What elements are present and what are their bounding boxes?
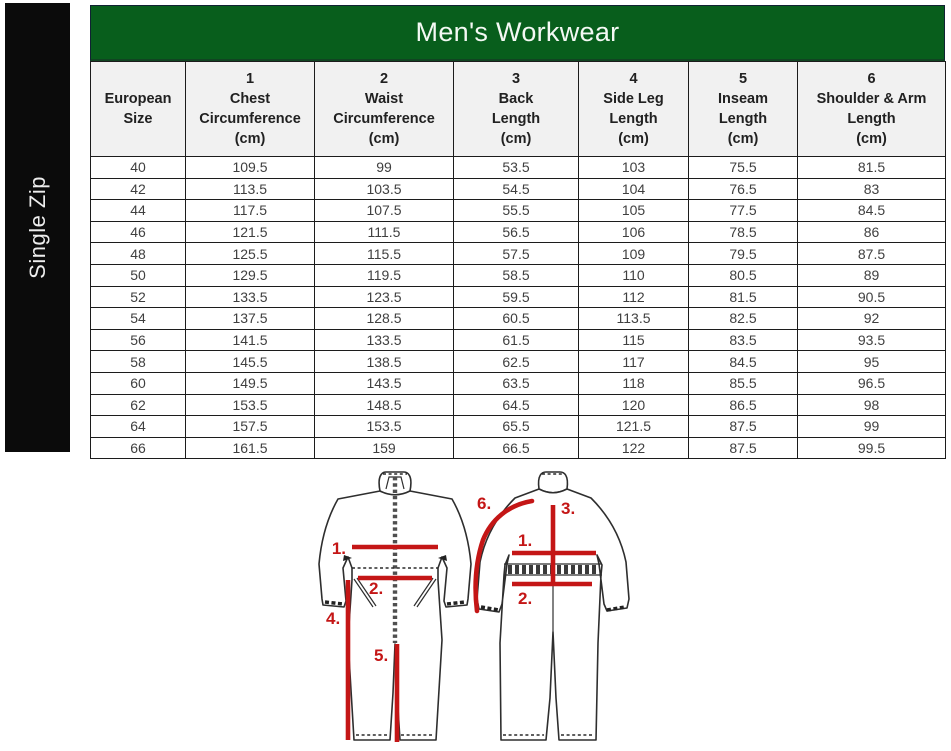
- measurement-value: 89: [798, 264, 946, 286]
- front-label-4: 4.: [326, 609, 341, 628]
- column-header-6: 6 Shoulder & Arm Length (cm): [798, 62, 946, 157]
- measurement-value: 59.5: [454, 286, 579, 308]
- measurement-value: 110: [579, 264, 689, 286]
- column-header-0: European Size: [91, 62, 186, 157]
- measurement-value: 107.5: [315, 200, 454, 222]
- measurement-value: 143.5: [315, 372, 454, 394]
- measurement-value: 153.5: [315, 416, 454, 438]
- size-row-48: [91, 243, 946, 265]
- size-row-54: [91, 308, 946, 330]
- measurement-value: 104: [579, 178, 689, 200]
- measurement-value: 81.5: [798, 157, 946, 179]
- measurement-value: 85.5: [689, 372, 798, 394]
- single-zip-tab: [5, 3, 70, 452]
- measurement-value: 54.5: [454, 178, 579, 200]
- measurement-value: 149.5: [186, 372, 315, 394]
- measurement-value: 137.5: [186, 308, 315, 330]
- measurement-value: 93.5: [798, 329, 946, 351]
- measurement-value: 123.5: [315, 286, 454, 308]
- measurement-value: 86.5: [689, 394, 798, 416]
- measurement-value: 153.5: [186, 394, 315, 416]
- size-value: 42: [91, 178, 186, 200]
- measurement-value: 61.5: [454, 329, 579, 351]
- measurement-value: 115.5: [315, 243, 454, 265]
- front-cuff-stitch-right: [447, 602, 465, 604]
- measurement-diagram: [280, 468, 680, 751]
- column-header-1: 1 Chest Circumference (cm): [186, 62, 315, 157]
- measurement-value: 92: [798, 308, 946, 330]
- single-zip-tab-label: Single Zip: [24, 176, 50, 279]
- measurement-value: 83: [798, 178, 946, 200]
- measurement-value: 141.5: [186, 329, 315, 351]
- back-collar: [539, 472, 568, 493]
- column-header-3: 3 Back Length (cm): [454, 62, 579, 157]
- size-table-header: [91, 62, 946, 157]
- measurement-value: 84.5: [798, 200, 946, 222]
- measurement-value: 111.5: [315, 221, 454, 243]
- size-row-66: [91, 437, 946, 459]
- measurement-value: 87.5: [798, 243, 946, 265]
- measurement-value: 125.5: [186, 243, 315, 265]
- measurement-value: 115: [579, 329, 689, 351]
- back-label-3: 3.: [561, 499, 576, 518]
- size-row-58: [91, 351, 946, 373]
- size-value: 66: [91, 437, 186, 459]
- size-row-50: [91, 264, 946, 286]
- size-value: 62: [91, 394, 186, 416]
- measurement-value: 64.5: [454, 394, 579, 416]
- measurement-value: 103: [579, 157, 689, 179]
- measurement-value: 98: [798, 394, 946, 416]
- measurement-value: 96.5: [798, 372, 946, 394]
- measurement-value: 99: [315, 157, 454, 179]
- measurement-value: 103.5: [315, 178, 454, 200]
- measurement-value: 87.5: [689, 437, 798, 459]
- measurement-value: 133.5: [315, 329, 454, 351]
- measurement-value: 57.5: [454, 243, 579, 265]
- measurement-value: 138.5: [315, 351, 454, 373]
- measurement-value: 113.5: [579, 308, 689, 330]
- measurement-value: 62.5: [454, 351, 579, 373]
- front-cuff-stitch-left: [325, 602, 343, 604]
- measurement-value: 79.5: [689, 243, 798, 265]
- chart-title: Men's Workwear: [90, 5, 945, 61]
- measurement-value: 55.5: [454, 200, 579, 222]
- size-value: 56: [91, 329, 186, 351]
- measurement-value: 148.5: [315, 394, 454, 416]
- size-row-46: [91, 221, 946, 243]
- front-coverall-diagram: [319, 472, 471, 742]
- column-header-4: 4 Side Leg Length (cm): [579, 62, 689, 157]
- measurement-value: 105: [579, 200, 689, 222]
- measurement-value: 86: [798, 221, 946, 243]
- measurement-value: 117.5: [186, 200, 315, 222]
- measurement-value: 161.5: [186, 437, 315, 459]
- size-row-64: [91, 416, 946, 438]
- measurement-value: 121.5: [579, 416, 689, 438]
- size-row-42: [91, 178, 946, 200]
- measurement-value: 128.5: [315, 308, 454, 330]
- size-value: 52: [91, 286, 186, 308]
- measurement-value: 76.5: [689, 178, 798, 200]
- measurement-value: 90.5: [798, 286, 946, 308]
- measurement-value: 145.5: [186, 351, 315, 373]
- measurement-value: 120: [579, 394, 689, 416]
- back-coverall-diagram: [476, 472, 629, 740]
- measurement-value: 95: [798, 351, 946, 373]
- measurement-value: 84.5: [689, 351, 798, 373]
- measurement-value: 75.5: [689, 157, 798, 179]
- measurement-value: 119.5: [315, 264, 454, 286]
- measurement-value: 129.5: [186, 264, 315, 286]
- measurement-value: 112: [579, 286, 689, 308]
- measurement-value: 99: [798, 416, 946, 438]
- size-table: [90, 61, 946, 459]
- measurement-value: 56.5: [454, 221, 579, 243]
- measurement-value: 159: [315, 437, 454, 459]
- size-chart: [90, 5, 945, 459]
- size-row-44: [91, 200, 946, 222]
- column-header-5: 5 Inseam Length (cm): [689, 62, 798, 157]
- measurement-value: 83.5: [689, 329, 798, 351]
- measurement-value: 121.5: [186, 221, 315, 243]
- size-value: 50: [91, 264, 186, 286]
- measurement-value: 81.5: [689, 286, 798, 308]
- back-label-1: 1.: [518, 531, 533, 550]
- column-header-2: 2 Waist Circumference (cm): [315, 62, 454, 157]
- back-label-2: 2.: [518, 589, 533, 608]
- back-label-6: 6.: [477, 494, 492, 513]
- size-row-52: [91, 286, 946, 308]
- measurement-value: 109.5: [186, 157, 315, 179]
- size-row-60: [91, 372, 946, 394]
- measurement-value: 78.5: [689, 221, 798, 243]
- size-value: 54: [91, 308, 186, 330]
- measurement-value: 157.5: [186, 416, 315, 438]
- size-value: 60: [91, 372, 186, 394]
- size-value: 40: [91, 157, 186, 179]
- measurement-value: 60.5: [454, 308, 579, 330]
- measurement-value: 122: [579, 437, 689, 459]
- measurement-value: 133.5: [186, 286, 315, 308]
- measurement-value: 106: [579, 221, 689, 243]
- size-row-40: [91, 157, 946, 179]
- front-label-5: 5.: [374, 646, 389, 665]
- measurement-value: 66.5: [454, 437, 579, 459]
- size-row-62: [91, 394, 946, 416]
- size-row-56: [91, 329, 946, 351]
- front-label-1: 1.: [331, 539, 346, 558]
- measurement-value: 117: [579, 351, 689, 373]
- front-label-2: 2.: [369, 579, 384, 598]
- measurement-value: 58.5: [454, 264, 579, 286]
- measurement-value: 53.5: [454, 157, 579, 179]
- size-value: 64: [91, 416, 186, 438]
- size-table-body: [91, 157, 946, 459]
- column-header-row: [91, 62, 946, 157]
- measurement-value: 65.5: [454, 416, 579, 438]
- measurement-value: 82.5: [689, 308, 798, 330]
- size-value: 48: [91, 243, 186, 265]
- measurement-value: 87.5: [689, 416, 798, 438]
- measurement-value: 113.5: [186, 178, 315, 200]
- measurement-value: 118: [579, 372, 689, 394]
- measurement-value: 109: [579, 243, 689, 265]
- measurement-value: 80.5: [689, 264, 798, 286]
- measurement-value: 99.5: [798, 437, 946, 459]
- size-value: 44: [91, 200, 186, 222]
- size-value: 58: [91, 351, 186, 373]
- measurement-value: 63.5: [454, 372, 579, 394]
- size-value: 46: [91, 221, 186, 243]
- measurement-value: 77.5: [689, 200, 798, 222]
